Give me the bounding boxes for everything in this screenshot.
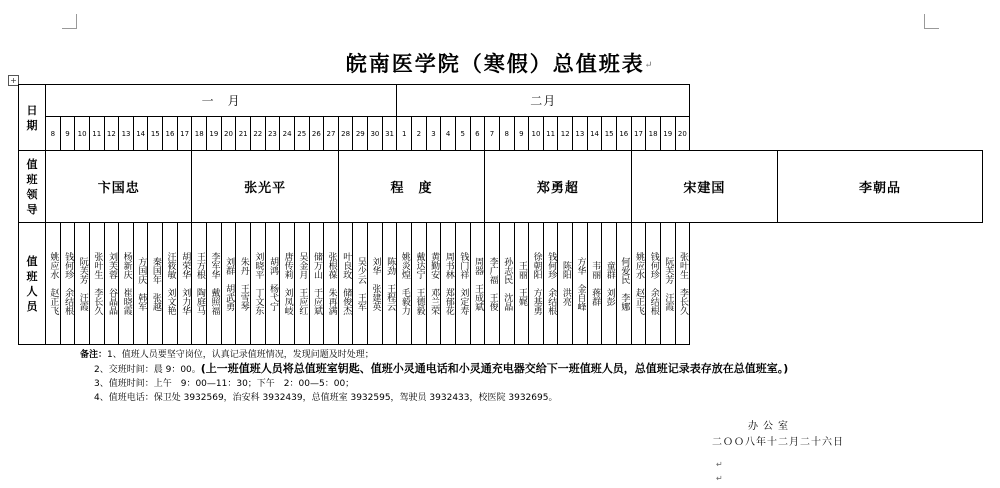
staff-cell — [529, 223, 544, 345]
staff-header-cell — [19, 223, 46, 345]
day-cell-jan: 22 — [250, 117, 265, 151]
day-cell-feb: 11 — [543, 117, 558, 151]
staff-name: 毛毅力 — [399, 288, 410, 315]
staff-cell — [192, 223, 207, 345]
staff-name: 张越 — [150, 292, 161, 311]
leader-row — [19, 151, 983, 223]
staff-name: 胡武勇 — [224, 283, 235, 311]
page-title — [0, 48, 1000, 78]
name-spacer — [207, 279, 221, 288]
day-cell-jan: 21 — [236, 117, 251, 151]
staff-name: 邓兰荣 — [429, 288, 440, 315]
day-cell-feb: 8 — [499, 117, 514, 151]
page-title-text: 皖南医学院（寒假）总值班表 — [345, 51, 645, 76]
name-spacer — [353, 284, 367, 293]
staff-name: 丁文东 — [253, 288, 264, 315]
name-spacer — [412, 279, 426, 288]
staff-cell — [133, 223, 148, 345]
day-cell-feb: 13 — [573, 117, 588, 151]
staff-cell — [543, 223, 558, 345]
name-spacer — [163, 279, 177, 288]
name-spacer — [295, 279, 309, 288]
leader-label-char: 领 — [26, 187, 38, 201]
day-cell-jan: 28 — [338, 117, 353, 151]
note-text-2: 2、交班时间：晨 9：00。 — [94, 365, 201, 375]
name-spacer — [661, 284, 675, 293]
day-cell-feb: 17 — [631, 117, 646, 151]
issuing-office: 办公室 — [748, 421, 793, 432]
name-spacer — [266, 275, 280, 284]
day-cell-jan: 31 — [382, 117, 397, 151]
staff-name: 徐朝阳 — [531, 252, 542, 279]
paragraph-mark-icon: ↵ — [716, 474, 723, 483]
staff-name: 洪亮 — [560, 288, 571, 306]
month-january: 一 月 — [46, 85, 397, 117]
day-cell-feb: 4 — [441, 117, 456, 151]
staff-name: 崔晓霞 — [121, 288, 132, 315]
staff-name: 钱何珍 — [648, 252, 659, 279]
staff-name: 吴少云 — [355, 256, 366, 284]
staff-cell — [75, 223, 90, 345]
staff-cell — [646, 223, 661, 345]
staff-name: 钱门祥 — [458, 252, 469, 279]
staff-name: 李广福 — [487, 256, 498, 284]
name-spacer — [119, 279, 133, 288]
day-cell-feb: 2 — [412, 117, 427, 151]
staff-cell — [485, 223, 500, 345]
name-spacer — [90, 279, 104, 288]
day-cell-feb: 6 — [470, 117, 485, 151]
staff-name: 朱丹 — [238, 256, 249, 275]
staff-name: 方国庆 — [136, 256, 147, 284]
staff-name: 刘芙蓉 — [106, 252, 117, 279]
staff-name: 杨弋宁 — [268, 283, 279, 311]
name-spacer — [573, 275, 587, 284]
note-item-4 — [80, 391, 788, 405]
name-spacer — [178, 279, 192, 288]
staff-cell — [412, 223, 427, 345]
day-cell-jan: 8 — [46, 117, 61, 151]
staff-name: 刘凤岐 — [282, 288, 293, 315]
name-spacer — [632, 279, 646, 288]
staff-name: 余结根 — [648, 288, 659, 315]
day-cell-feb: 7 — [485, 117, 500, 151]
date-header-cell — [19, 85, 46, 151]
name-spacer — [148, 284, 162, 293]
name-spacer — [471, 275, 485, 284]
staff-cell — [602, 223, 617, 345]
staff-cell — [309, 223, 324, 345]
name-spacer — [515, 279, 529, 288]
staff-cell — [104, 223, 119, 345]
name-spacer — [339, 279, 353, 288]
staff-name: 姚炎煌 — [399, 252, 410, 279]
month-row — [19, 85, 983, 117]
day-cell-feb: 9 — [514, 117, 529, 151]
name-spacer — [544, 279, 558, 288]
name-spacer — [310, 279, 324, 288]
staff-name: 汪霞 — [663, 292, 674, 311]
staff-name: 王娓 — [516, 288, 527, 306]
staff-name: 黄勤安 — [429, 252, 440, 279]
day-cell-jan: 9 — [60, 117, 75, 151]
staff-name: 童群 — [604, 261, 615, 279]
duty-schedule-table — [18, 84, 983, 345]
staff-name: 方基勇 — [531, 288, 542, 315]
name-spacer — [236, 275, 250, 284]
staff-name: 唐传莉 — [282, 252, 293, 279]
day-cell-jan: 18 — [192, 117, 207, 151]
name-spacer — [368, 275, 382, 284]
staff-name: 张建英 — [370, 283, 381, 311]
staff-name: 张根葆 — [326, 252, 337, 279]
staff-cell — [207, 223, 222, 345]
leader-cell: 宋建国 — [631, 151, 777, 223]
date-label-char: 期 — [26, 118, 38, 132]
staff-cell — [470, 223, 485, 345]
staff-name: 金自峰 — [575, 283, 586, 311]
day-cell-jan: 19 — [207, 117, 222, 151]
staff-cell — [587, 223, 602, 345]
name-spacer — [251, 279, 265, 288]
day-cell-jan: 27 — [324, 117, 339, 151]
name-spacer — [75, 284, 89, 293]
staff-name: 秦国年 — [150, 256, 161, 284]
staff-cell — [675, 223, 690, 345]
name-spacer — [676, 279, 690, 288]
name-spacer — [222, 275, 236, 284]
staff-name: 王雪琴 — [238, 283, 249, 311]
name-spacer — [397, 279, 411, 288]
staff-name: 胡荣华 — [180, 252, 191, 279]
staff-name: 王程云 — [385, 283, 396, 311]
name-spacer — [61, 279, 75, 288]
leader-cell: 张光平 — [192, 151, 338, 223]
name-spacer — [602, 279, 616, 288]
day-cell-feb: 16 — [616, 117, 631, 151]
day-cell-jan: 14 — [133, 117, 148, 151]
day-cell-feb: 14 — [587, 117, 602, 151]
day-cell-feb: 20 — [675, 117, 690, 151]
staff-name: 郑郁花 — [443, 288, 454, 315]
day-cell-jan: 26 — [309, 117, 324, 151]
staff-name: 刘华 — [370, 256, 381, 275]
day-cell-jan: 29 — [353, 117, 368, 151]
staff-name: 王方根 — [194, 252, 205, 279]
staff-name: 刘群 — [224, 256, 235, 275]
leader-cell: 程 度 — [338, 151, 484, 223]
staff-label-char: 人 — [26, 284, 38, 298]
staff-name: 谷晶晶 — [106, 288, 117, 315]
month-february: 二月 — [397, 85, 690, 117]
staff-cell — [236, 223, 251, 345]
name-spacer — [588, 279, 602, 288]
note-text-4: 4、值班电话：保卫处 3932569，治安科 3932439，总值班室 3932595，驾驶员 3932433，校医院 3932695。 — [94, 393, 558, 403]
staff-cell — [353, 223, 368, 345]
staff-cell — [426, 223, 441, 345]
staff-cell — [397, 223, 412, 345]
staff-name: 李军华 — [209, 252, 220, 279]
date-label-char: 日 — [26, 103, 38, 117]
staff-name: 叶良玫 — [341, 252, 352, 279]
day-cell-feb: 12 — [558, 117, 573, 151]
staff-cell — [441, 223, 456, 345]
day-cell-jan: 23 — [265, 117, 280, 151]
staff-name: 戴达宁 — [414, 252, 425, 279]
day-cell-jan: 11 — [89, 117, 104, 151]
staff-name: 王德毅 — [414, 288, 425, 315]
name-spacer — [646, 279, 660, 288]
staff-label-char: 班 — [26, 269, 38, 283]
staff-cell — [573, 223, 588, 345]
name-spacer — [46, 279, 60, 288]
staff-cell — [119, 223, 134, 345]
staff-name: 刘晓平 — [253, 252, 264, 279]
staff-name: 周器 — [473, 256, 483, 275]
staff-cell — [89, 223, 104, 345]
name-spacer — [192, 279, 206, 288]
staff-name: 蒋群 — [590, 288, 601, 306]
leader-label-char: 班 — [26, 172, 38, 186]
day-cell-jan: 12 — [104, 117, 119, 151]
staff-name: 赵正飞 — [634, 288, 645, 315]
staff-name: 刘力华 — [180, 288, 191, 315]
day-cell-jan: 16 — [163, 117, 178, 151]
name-spacer — [500, 284, 514, 293]
staff-cell — [280, 223, 295, 345]
staff-name: 姚应水 — [48, 252, 59, 279]
staff-cell — [338, 223, 353, 345]
name-spacer — [427, 279, 441, 288]
staff-row — [19, 223, 983, 345]
staff-cell — [616, 223, 631, 345]
staff-cell — [382, 223, 397, 345]
day-cell-jan: 30 — [368, 117, 383, 151]
staff-name: 方华 — [575, 256, 586, 275]
staff-cell — [294, 223, 309, 345]
staff-cell — [60, 223, 75, 345]
leader-header-cell — [19, 151, 46, 223]
name-spacer — [485, 284, 499, 293]
day-cell-jan: 17 — [177, 117, 192, 151]
staff-name: 钱何珍 — [63, 252, 74, 279]
staff-name: 阮芙芳 — [77, 256, 88, 284]
staff-cell — [163, 223, 178, 345]
name-spacer — [134, 284, 148, 293]
staff-name: 于应斌 — [311, 288, 322, 315]
staff-name: 王成斌 — [473, 283, 483, 311]
staff-name: 张叶生 — [677, 252, 688, 279]
staff-name: 王军 — [355, 292, 366, 311]
staff-cell — [250, 223, 265, 345]
note-text-3: 3、值班时间：上午 9：00—11：30；下午 2：00—5：00； — [94, 379, 355, 389]
staff-name: 张叶生 — [92, 252, 103, 279]
staff-name: 余结根 — [63, 288, 74, 315]
staff-name: 李长久 — [677, 288, 688, 315]
staff-name: 陶庭马 — [194, 288, 205, 315]
notes-section — [80, 348, 788, 405]
staff-name: 刘文艳 — [165, 288, 176, 315]
name-spacer — [558, 279, 572, 288]
staff-name: 钱何珍 — [546, 252, 557, 279]
staff-name: 阮芙芳 — [663, 256, 674, 284]
staff-name: 李娜 — [619, 292, 630, 311]
staff-cell — [265, 223, 280, 345]
day-cell-jan: 13 — [119, 117, 134, 151]
day-cell-feb: 5 — [455, 117, 470, 151]
staff-name: 胡鸿 — [268, 256, 279, 275]
staff-name: 储万山 — [311, 252, 322, 279]
name-spacer — [324, 279, 338, 288]
staff-name: 李长久 — [92, 288, 103, 315]
staff-name: 周书林 — [443, 252, 454, 279]
day-cell-jan: 20 — [221, 117, 236, 151]
day-cell-feb: 18 — [646, 117, 661, 151]
staff-cell — [455, 223, 470, 345]
staff-cell — [558, 223, 573, 345]
staff-name: 孙志民 — [502, 256, 513, 284]
day-cell-jan: 10 — [75, 117, 90, 151]
leader-cell: 卞国忠 — [46, 151, 192, 223]
staff-name: 姚应水 — [634, 252, 645, 279]
staff-name: 余结根 — [546, 288, 557, 315]
staff-name: 何爱民 — [619, 256, 630, 284]
staff-name: 刘定寿 — [458, 288, 469, 315]
staff-name: 陈阳 — [560, 261, 571, 279]
name-spacer — [105, 279, 119, 288]
day-cell-feb: 1 — [397, 117, 412, 151]
day-cell-jan: 24 — [280, 117, 295, 151]
table-move-handle-icon[interactable]: + — [8, 75, 19, 86]
staff-name: 王应红 — [297, 288, 308, 315]
leader-label-char: 导 — [26, 202, 38, 216]
name-spacer — [617, 284, 631, 293]
day-cell-feb: 10 — [529, 117, 544, 151]
staff-cell — [631, 223, 646, 345]
day-cell-feb: 3 — [426, 117, 441, 151]
staff-name: 朱再满 — [326, 288, 337, 315]
staff-label-char: 值 — [26, 254, 38, 268]
staff-cell — [177, 223, 192, 345]
notes-label: 备注： — [80, 350, 108, 360]
name-spacer — [280, 279, 294, 288]
staff-name: 刘彭 — [604, 288, 615, 306]
note-text-2-emphasis: (上一班值班人员将总值班室钥匙、值班小灵通电话和小灵通充电器交给下一班值班人员，总值班记录表存放在总值班室。) — [200, 362, 789, 375]
note-text-1: 1、值班人员要坚守岗位，认真记录值班情况，发现问题及时处理； — [107, 350, 374, 360]
staff-cell — [324, 223, 339, 345]
staff-name: 王丽 — [516, 261, 527, 279]
note-item-2 — [80, 362, 788, 377]
staff-cell — [514, 223, 529, 345]
staff-name: 王俊 — [487, 292, 498, 311]
staff-name: 吴金月 — [297, 252, 308, 279]
staff-cell — [660, 223, 675, 345]
staff-name: 沈晶 — [502, 292, 513, 311]
leader-cell: 李朝品 — [778, 151, 983, 223]
note-item-3 — [80, 377, 788, 391]
page-corner-mark-top-left — [62, 14, 77, 29]
staff-name: 杨新庆 — [121, 252, 132, 279]
leader-label-char: 值 — [26, 157, 38, 171]
staff-name: 储俊杰 — [341, 288, 352, 315]
staff-name: 韦丽 — [590, 261, 601, 279]
page-corner-mark-top-right — [924, 14, 939, 29]
staff-name: 汪霞 — [77, 292, 88, 311]
staff-cell — [499, 223, 514, 345]
name-spacer — [441, 279, 455, 288]
issue-date: 二ＯＯ八年十二月二十六日 — [712, 437, 844, 448]
staff-name: 戴照福 — [209, 288, 220, 315]
staff-cell — [46, 223, 61, 345]
staff-name: 汪筱敏 — [165, 252, 176, 279]
day-cell-feb: 15 — [602, 117, 617, 151]
day-cell-feb: 19 — [660, 117, 675, 151]
name-spacer — [456, 279, 470, 288]
staff-name: 陈劲 — [385, 256, 396, 275]
staff-label-char: 员 — [26, 299, 38, 313]
paragraph-mark-icon: ↵ — [716, 460, 723, 469]
day-cell-jan: 25 — [294, 117, 309, 151]
staff-cell — [221, 223, 236, 345]
staff-name: 赵正飞 — [48, 288, 59, 315]
staff-cell — [368, 223, 383, 345]
staff-cell — [148, 223, 163, 345]
day-row — [19, 117, 983, 151]
name-spacer — [529, 279, 543, 288]
note-item-1 — [80, 348, 788, 362]
staff-name: 韩军 — [136, 292, 147, 311]
day-cell-jan: 15 — [148, 117, 163, 151]
paragraph-mark-icon: ↵ — [644, 60, 655, 71]
name-spacer — [383, 275, 397, 284]
leader-cell: 郑勇超 — [485, 151, 631, 223]
